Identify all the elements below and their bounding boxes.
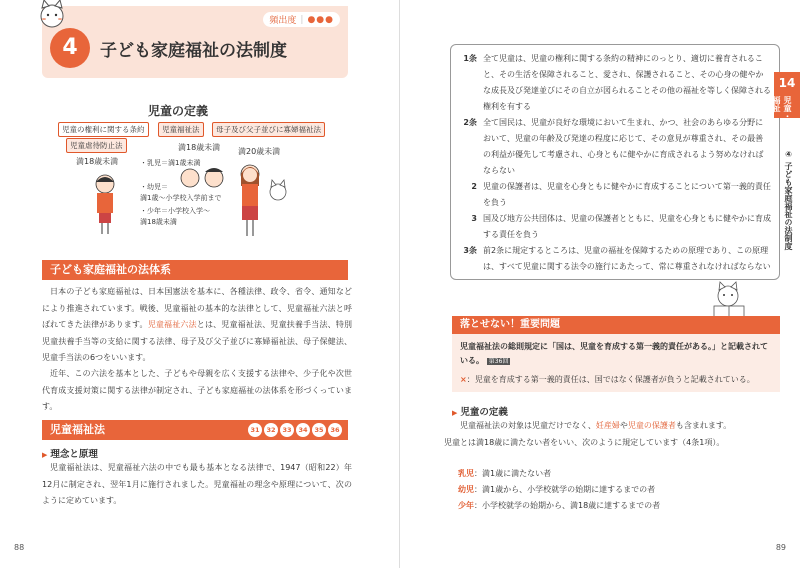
- article-text: 前2条に規定するところは、児童の福祉を保障するための原理であり、この原理は、すべて児童に関する法令の施行にあたって、常に尊重されなければならない: [483, 246, 771, 271]
- law-articles-box: [450, 44, 780, 280]
- infant-definition: ・乳児＝満1歳未満: [140, 159, 201, 167]
- def-term: 幼児: [458, 485, 474, 494]
- child-definition-illustration: [0, 100, 321, 240]
- badge-32: 32: [264, 423, 278, 437]
- important-question-box: [452, 316, 780, 392]
- paw-icon: ●●●: [307, 14, 334, 25]
- def-value: ：満1歳に満たない者: [474, 469, 552, 478]
- age-label-2: 満18歳未満: [178, 143, 221, 152]
- tag-single-parent-act: 母子及び父子並びに寡婦福祉法: [212, 122, 325, 137]
- page-number-right: 89: [775, 543, 786, 552]
- article-row: [459, 243, 771, 275]
- article-number: 2: [471, 182, 477, 191]
- subhead-principles: ▶ 理念と原理: [42, 446, 98, 460]
- page-title: 子ども家庭福祉の法制度: [100, 41, 287, 61]
- illustration-title: 児童の定義: [148, 104, 209, 118]
- def-term: 乳児: [458, 469, 474, 478]
- para1-a: 日本の子ども家庭福祉は、日本国憲法を基本に、各種法律、政令、省令、通知などにより推進されています。戦後、児童福祉の基本的な法律として、児童福祉六法と呼ばれてきた法律があります。: [42, 287, 352, 329]
- badge-31: 31: [248, 423, 262, 437]
- def-line1-a: 児童福祉法の対象は児童だけでなく、: [460, 421, 596, 430]
- article-text: 国及び地方公共団体は、児童の保護者とともに、児童を心身ともに健やかに育成する責任を負う: [483, 214, 771, 239]
- definition-paragraph: [444, 418, 782, 451]
- para1-b: とは、児童福祉法、児童扶養手当法、特別児童扶養手当等の支給に関する法律、母子及び父子並びに寡婦福祉法、母子保健法、児童手当法の6つをいいます。: [42, 320, 353, 362]
- article-row: [459, 211, 771, 243]
- list-item: [458, 466, 660, 482]
- def-value: ：小学校就学の始期から、満18歳に達するまでの者: [474, 501, 661, 510]
- exam-round-badges: [248, 423, 342, 437]
- section-heading-legal-system: [42, 260, 348, 280]
- def-term: 少年: [458, 501, 474, 510]
- chapter-header: [42, 6, 348, 78]
- article-text: 児童の保護者は、児童を心身ともに健やかに育成することについて第一義的責任を負う: [483, 182, 771, 207]
- def-highlight-pregnant: 妊産婦: [595, 421, 620, 430]
- child-figure-icon: [90, 172, 120, 236]
- quiz-question: [452, 334, 780, 369]
- schoolchild-definition: ・少年＝小学校入学〜 満18歳未満: [140, 207, 210, 226]
- para1-highlight: 児童福祉六法: [147, 320, 197, 329]
- legal-system-paragraph-1: [42, 284, 352, 367]
- quiz-title: 落とせない！重要問題: [452, 316, 780, 334]
- article-row: [459, 179, 771, 211]
- frequency-label: 頻出度: [269, 16, 297, 26]
- section-heading-child-welfare-act: [42, 420, 348, 440]
- tag-child-welfare-act: 児童福祉法: [158, 122, 204, 137]
- side-tab-label: 児童・家庭福祉: [772, 96, 792, 136]
- tag-abuse-prevention-act: 児童虐待防止法: [66, 138, 127, 153]
- side-tab-number: 14: [778, 76, 796, 90]
- chapter-number: 4: [50, 28, 90, 68]
- section-title-1: 子ども家庭福祉の法体系: [50, 263, 171, 276]
- cat-mascot-icon: [32, 0, 72, 28]
- girl-and-cat-icon: [234, 162, 290, 238]
- badge-33: 33: [280, 423, 294, 437]
- def-line1-b: や: [619, 421, 628, 430]
- quiz-answer: [452, 369, 780, 391]
- def-value: ：満1歳から、小学校就学の始期に達するまでの者: [474, 485, 656, 494]
- legal-system-paragraph-2: 近年、この六法を基本とした、子どもや母親を広く支援する法律や、少子化や次世代育成支援対策に関する法律が制定され、子ども家庭福祉の法体系を形づくっています。: [42, 369, 352, 411]
- child-welfare-act-paragraph: 児童福祉法は、児童福祉六法の中でも最も基本となる法律で、1947（昭和22）年12月に制定され、翌年1月に施行されました。児童福祉の理念や原理について、次のように定めています。: [42, 463, 352, 505]
- article-row: [459, 51, 771, 115]
- article-number: 3条: [463, 246, 477, 255]
- wrong-mark-icon: ×: [460, 375, 467, 384]
- frequency-badge: 頻出度 | ●●●: [263, 12, 340, 27]
- infant-faces-icon: [180, 166, 228, 190]
- article-number: 3: [471, 214, 477, 223]
- definition-list: [458, 466, 660, 514]
- subhead-child-definition: ▶ 児童の定義: [452, 404, 508, 418]
- badge-36: 36: [328, 423, 342, 437]
- article-text: 全て児童は、児童の権利に関する条約の精神にのっとり、適切に養育されること、その生活を保障されること、愛され、保護されること、その心身の健やかな成長及び発達並びにその自立が図られることその他の福祉を等しく保障される権利を有する: [483, 54, 771, 111]
- tag-crc: 児童の権利に関する条約: [58, 122, 149, 137]
- def-highlight-guardian: 児童の保護者: [627, 421, 676, 430]
- toddler-definition: ・幼児＝ 満1歳〜小学校入学前まで: [140, 183, 222, 202]
- quiz-question-text: 児童福祉法の総則規定に「国は、児童を育成する第一義的責任がある。」と記載されている。: [460, 342, 768, 365]
- def-line2: 児童とは満18歳に満たない者をいい、次のように規定しています（4条1項）。: [444, 437, 725, 447]
- page-number-left: 88: [14, 543, 25, 552]
- side-chapter-label: ④ 子ども家庭福祉の法制度: [784, 150, 793, 250]
- quiz-source-badge: 第36回: [488, 358, 509, 365]
- age-label-1: 満18歳未満: [76, 157, 119, 166]
- quiz-answer-text: ：児童を育成する第一義的責任は、国ではなく保護者が負うと記載されている。: [466, 375, 755, 384]
- list-item: [458, 482, 660, 498]
- article-number: 2条: [463, 118, 477, 127]
- list-item: [458, 498, 660, 514]
- badge-34: 34: [296, 423, 310, 437]
- article-text: 全て国民は、児童が良好な環境において生まれ、かつ、社会のあらゆる分野において、児童の年齢及び発達の程度に応じて、その意見が尊重され、その最善の利益が優先して考慮され、心身ともに健やかに育成されるよう努めなければならない: [483, 118, 764, 175]
- badge-35: 35: [312, 423, 326, 437]
- age-label-3: 満20歳未満: [238, 147, 281, 156]
- def-line1-c: も含まれます。: [675, 421, 732, 430]
- article-number: 1条: [463, 54, 477, 63]
- section-title-2: 児童福祉法: [50, 423, 105, 436]
- article-row: [459, 115, 771, 179]
